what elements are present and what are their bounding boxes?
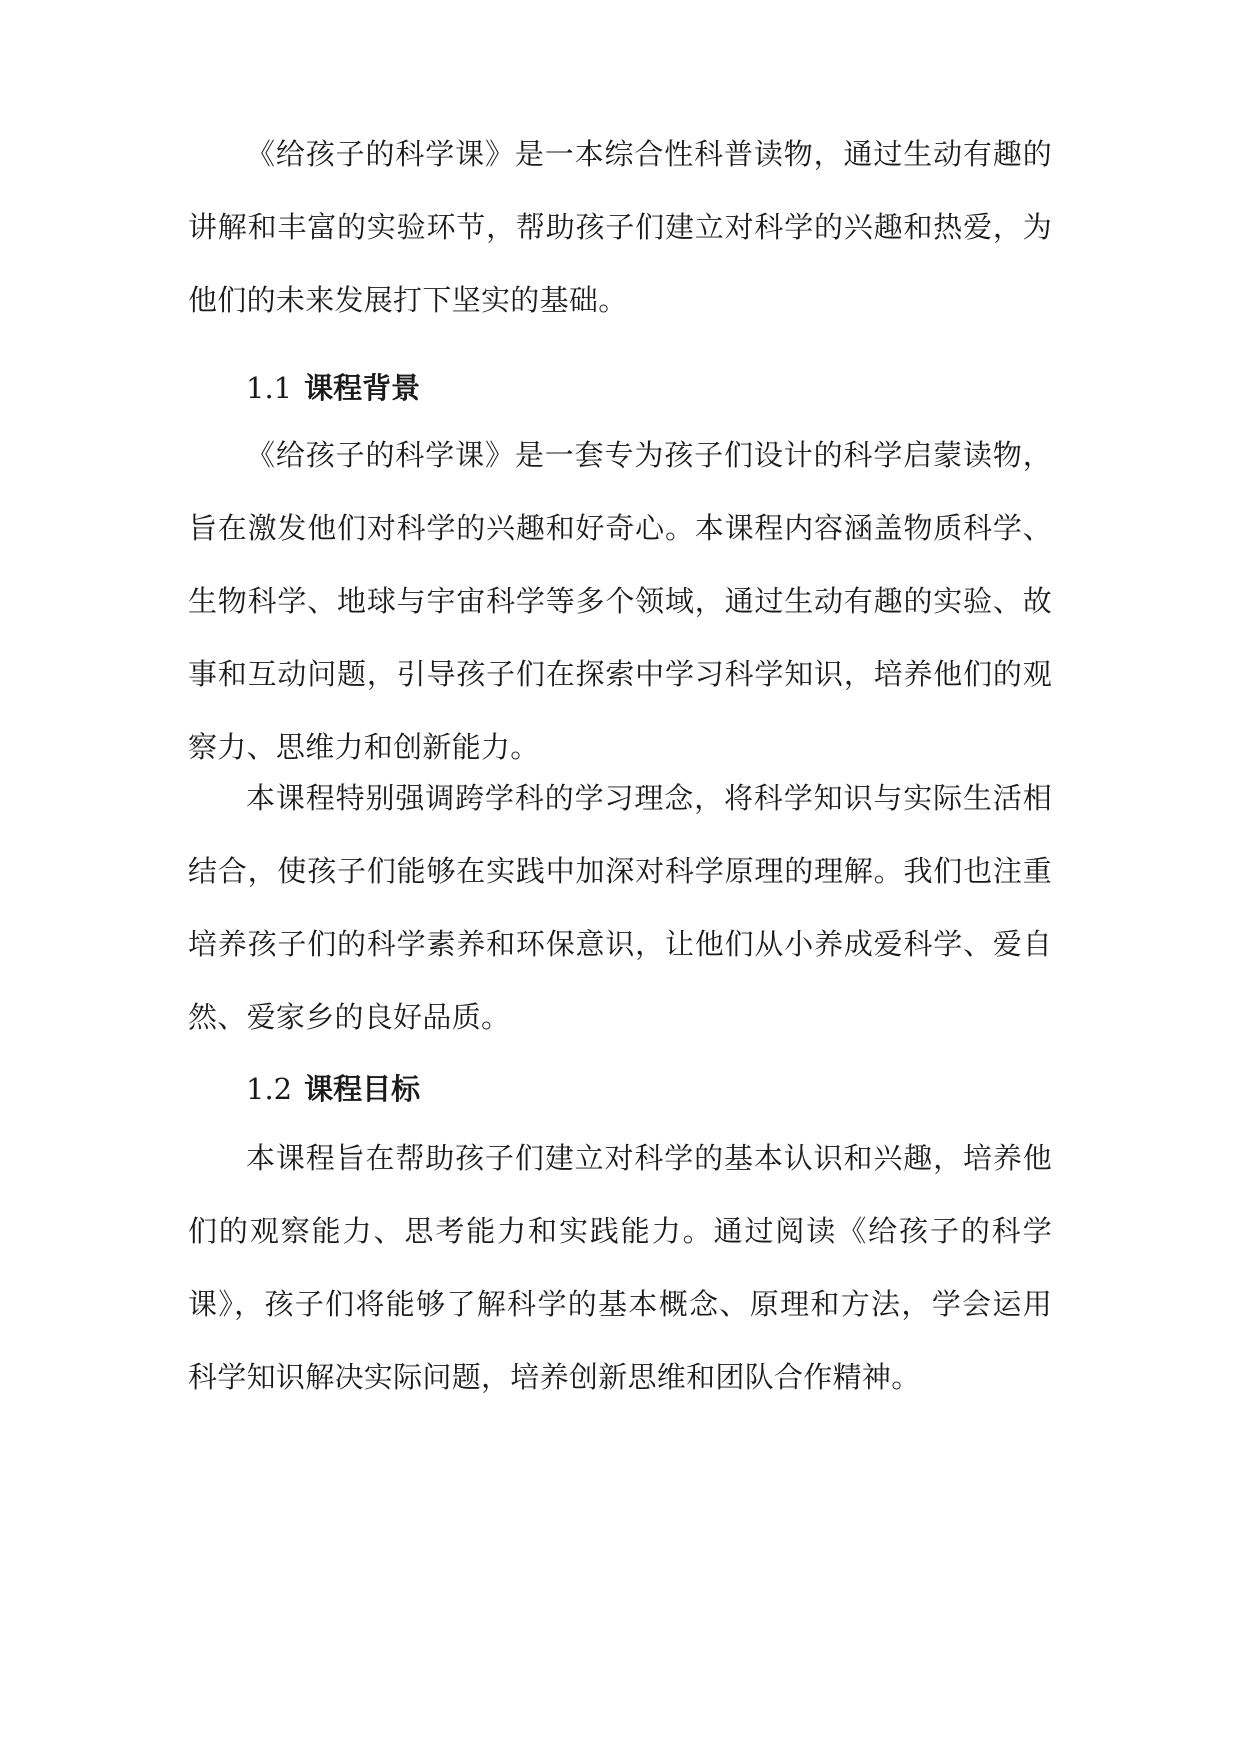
section-title: 课程目标 — [304, 1072, 421, 1106]
section-title: 课程背景 — [304, 371, 421, 405]
section-number: 1.2 — [246, 1072, 293, 1106]
background-paragraph-1: 《给孩子的科学课》是一套专为孩子们设计的科学启蒙读物，旨在激发他们对科学的兴趣和好奇心。本课程内容涵盖物质科学、生物科学、地球与宇宙科学等多个领域，通过生动有趣的实验、故事和互动问题，引导孩子们在探索中学习科学知识，培养他们的观察力、思维力和创新能力。 — [188, 438, 1052, 764]
section-number: 1.1 — [246, 371, 293, 405]
section-heading-1-2 — [188, 1069, 1110, 1109]
background-paragraph-2: 本课程特别强调跨学科的学习理念，将科学知识与实际生活相结合，使孩子们能够在实践中加深对科学原理的理解。我们也注重培养孩子们的科学素养和环保意识，让他们从小养成爱科学、爱自然、爱家乡的良好品质。 — [188, 781, 1052, 1034]
intro-paragraph: 《给孩子的科学课》是一本综合性科普读物，通过生动有趣的讲解和丰富的实验环节，帮助孩子们建立对科学的兴趣和热爱，为他们的未来发展打下坚实的基础。 — [188, 137, 1052, 317]
objectives-paragraph: 本课程旨在帮助孩子们建立对科学的基本认识和兴趣，培养他们的观察能力、思考能力和实践能力。通过阅读《给孩子的科学课》，孩子们将能够了解科学的基本概念、原理和方法，学会运用科学知识解决实际问题，培养创新思维和团队合作精神。 — [188, 1141, 1052, 1394]
section-heading-1-1 — [188, 368, 1110, 408]
